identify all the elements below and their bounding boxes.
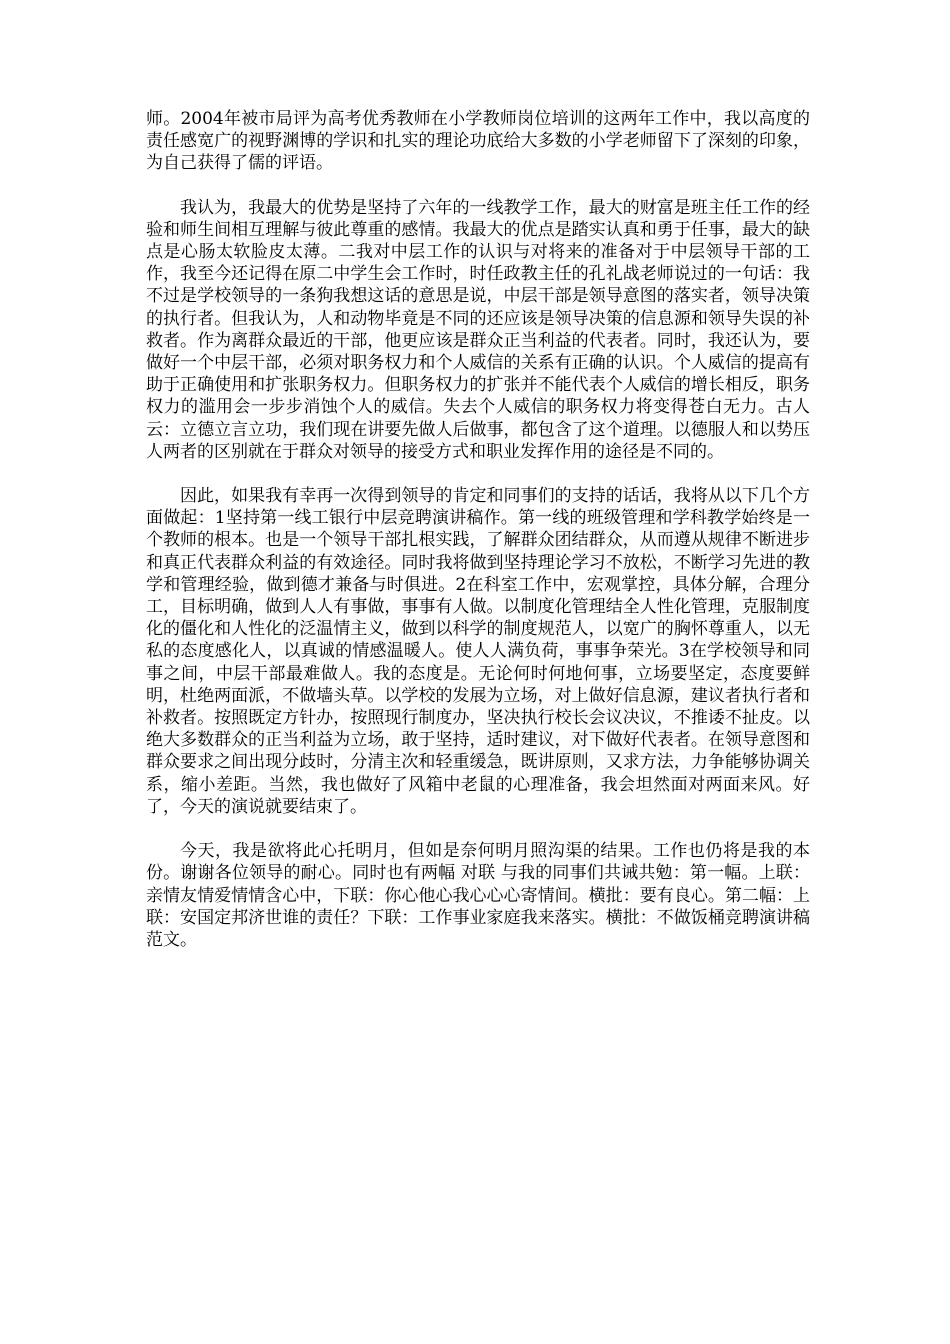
paragraph-4: 今天，我是欲将此心托明月，但如是奈何明月照沟渠的结果。工作也仍将是我的本份。谢谢各位领导的耐心。同时也有两幅 对联 与我的同事们共诫共勉：第一幅。上联：亲情友情爱情情含心中，下联：你心他心我心心心寄情间。横批：要有良心。第二幅：上联：安国定邦济世谁的责任？下联：工作事业家庭我来落实。横批：不做饭桶竞聘演讲稿范文。 xyxy=(146,841,810,950)
paragraph-2: 我认为，我最大的优势是坚持了六年的一线教学工作，最大的财富是班主任工作的经验和师生间相互理解与彼此尊重的感情。我最大的优点是踏实认真和勇于任事，最大的缺点是心肠太软脸皮太薄。二我对中层工作的认识与对将来的准备对于中层领导干部的工作，我至今还记得在原二中学生会工作时，时任政教主任的孔礼战老师说过的一句话：我不过是学校领导的一条狗我想这话的意思是说，中层干部是领导意图的落实者，领导决策的执行者。但我认为，人和动物毕竟是不同的还应该是领导决策的信息源和领导失误的补救者。作为离群众最近的干部，他更应该是群众正当利益的代表者。同时，我还认为，要做好一个中层干部，必须对职务权力和个人威信的关系有正确的认识。个人威信的提高有助于正确使用和扩张职务权力。但职务权力的扩张并不能代表个人威信的增长相反，职务权力的滥用会一步步消蚀个人的威信。失去个人威信的职务权力将变得苍白无力。古人云：立德立言立功，我们现在讲要先做人后做事，都包含了这个道理。以德服人和以势压人两者的区别就在于群众对领导的接受方式和职业发挥作用的途径是不同的。 xyxy=(146,197,810,462)
paragraph-3: 因此，如果我有幸再一次得到领导的肯定和同事们的支持的话话，我将从以下几个方面做起：1坚持第一线工银行中层竞聘演讲稿作。第一线的班级管理和学科教学始终是一个教师的根本。也是一个领导干部扎根实践，了解群众团结群众，从而遵从规律不断进步和真正代表群众利益的有效途径。同时我将做到坚持理论学习不放松，不断学习先进的教学和管理经验，做到德才兼备与时俱进。2在科室工作中，宏观掌控，具体分解，合理分工，目标明确，做到人人有事做，事事有人做。以制度化管理结全人性化管理，克服制度化的僵化和人性化的泛温情主义，做到以科学的制度规范人，以宽广的胸怀尊重人，以无私的态度感化人，以真诚的情感温暖人。使人人满负荷，事事争荣光。3在学校领导和同事之间，中层干部最难做人。我的态度是。无论何时何地何事，立场要坚定，态度要鲜明，杜绝两面派，不做墙头草。以学校的发展为立场，对上做好信息源，建议者执行者和补救者。按照既定方针办，按照现行制度办，坚决执行校长会议决议，不推诿不扯皮。以绝大多数群众的正当利益为立场，敢于坚持，适时建议，对下做好代表者。在领导意图和群众要求之间出现分歧时，分清主次和轻重缓急，既讲原则，又求方法，力争能够协调关系，缩小差距。当然，我也做好了风箱中老鼠的心理准备，我会坦然面对两面来风。好了，今天的演说就要结束了。 xyxy=(146,486,810,817)
document-body xyxy=(146,108,810,973)
paragraph-1: 师。2004年被市局评为高考优秀教师在小学教师岗位培训的这两年工作中，我以高度的责任感宽广的视野渊博的学识和扎实的理论功底给大多数的小学老师留下了深刻的印象，为自己获得了儒的评语。 xyxy=(146,109,810,174)
